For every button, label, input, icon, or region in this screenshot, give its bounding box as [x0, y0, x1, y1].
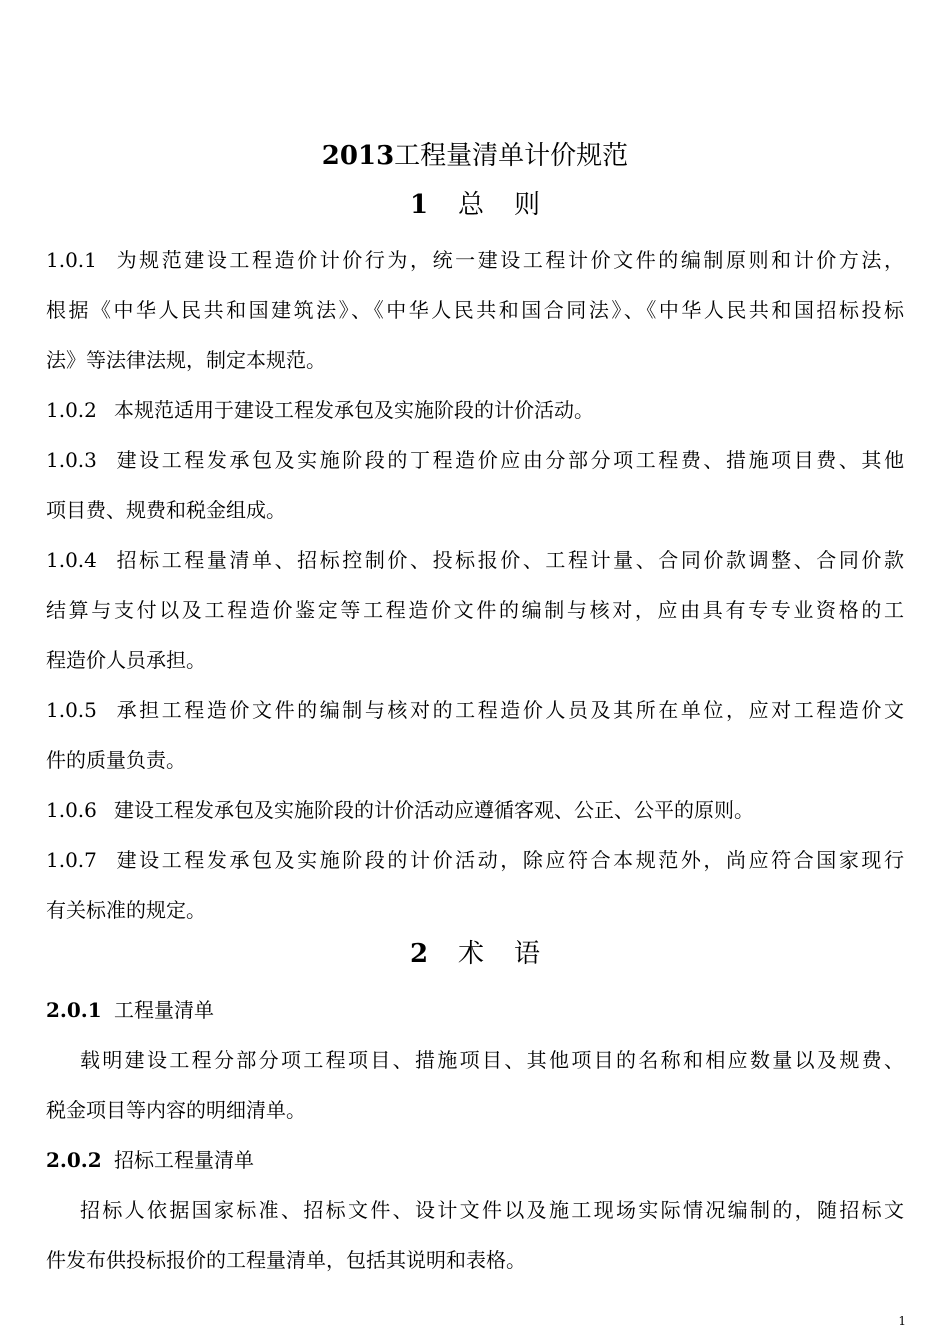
clause-number: 1.0.3	[46, 448, 97, 472]
clause-text: 建设工程发承包及实施阶段的丁程造价应由分部分项工程费、措施项目费、其他	[114, 448, 904, 472]
clause-1-0-4-line-1	[46, 547, 904, 573]
clause-text: 建设工程发承包及实施阶段的计价活动应遵循客观、公正、公平的原则。	[114, 798, 754, 822]
clause-1-0-4-line-3: 程造价人员承担。	[46, 648, 206, 672]
chapter-number: 1	[409, 190, 429, 220]
term-name: 招标工程量清单	[114, 1148, 254, 1172]
clause-text: 建设工程发承包及实施阶段的计价活动，除应符合本规范外，尚应符合国家现行	[114, 848, 904, 872]
term-2-0-2-def-line-2: 件发布供投标报价的工程量清单，包括其说明和表格。	[46, 1248, 526, 1272]
clause-1-0-5-line-1	[46, 697, 904, 723]
chapter-number: 2	[409, 939, 429, 969]
term-2-0-2-heading	[46, 1147, 904, 1173]
chapter-1-heading	[0, 189, 950, 221]
clause-text: 承担工程造价文件的编制与核对的工程造价人员及其所在单位，应对工程造价文	[114, 698, 904, 722]
chapter-title: 总则	[458, 190, 571, 220]
clause-number: 1.0.6	[46, 798, 97, 822]
clause-text: 本规范适用于建设工程发承包及实施阶段的计价活动。	[114, 398, 594, 422]
clause-1-0-1-line-3: 法》等法律法规，制定本规范。	[46, 348, 326, 372]
clause-1-0-1-line-1	[46, 247, 904, 273]
clause-number: 1.0.7	[46, 848, 97, 872]
term-2-0-1-heading	[46, 997, 904, 1023]
term-name: 工程量清单	[114, 998, 214, 1022]
page-number: 1	[898, 1314, 906, 1328]
chapter-2-heading	[0, 938, 950, 970]
clause-1-0-5-line-2: 件的质量负责。	[46, 748, 186, 772]
clause-1-0-7-line-1	[46, 847, 904, 873]
clause-1-0-3-line-2: 项目费、规费和税金组成。	[46, 498, 286, 522]
clause-1-0-2-line-1	[46, 397, 904, 423]
clause-1-0-3-line-1	[46, 447, 904, 473]
clause-1-0-4-line-2: 结算与支付以及工程造价鉴定等工程造价文件的编制与核对，应由具有专专业资格的工	[46, 598, 904, 622]
clause-number: 1.0.4	[46, 548, 97, 572]
term-2-0-1-def-line-2: 税金项目等内容的明细清单。	[46, 1098, 306, 1122]
clause-number: 1.0.5	[46, 698, 97, 722]
clause-1-0-7-line-2: 有关标准的规定。	[46, 898, 206, 922]
chapter-title: 术语	[458, 939, 571, 969]
term-number: 2.0.2	[46, 1148, 102, 1172]
term-2-0-1-def-line-1: 载明建设工程分部分项工程项目、措施项目、其他项目的名称和相应数量以及规费、	[80, 1048, 904, 1072]
clause-text: 为规范建设工程造价计价行为，统一建设工程计价文件的编制原则和计价方法，	[114, 248, 904, 272]
title-text: 工程量清单计价规范	[394, 141, 629, 171]
clause-text: 招标工程量清单、招标控制价、投标报价、工程计量、合同价款调整、合同价款	[114, 548, 904, 572]
title-year: 2013	[321, 141, 395, 171]
clause-1-0-6-line-1	[46, 797, 904, 823]
clause-1-0-1-line-2: 根据《中华人民共和国建筑法》、《中华人民共和国合同法》、《中华人民共和国招标投标	[46, 298, 904, 322]
term-number: 2.0.1	[46, 998, 102, 1022]
term-2-0-2-def-line-1: 招标人依据国家标准、招标文件、设计文件以及施工现场实际情况编制的，随招标文	[80, 1198, 904, 1222]
document-title	[0, 140, 950, 172]
clause-number: 1.0.2	[46, 398, 97, 422]
clause-number: 1.0.1	[46, 248, 97, 272]
